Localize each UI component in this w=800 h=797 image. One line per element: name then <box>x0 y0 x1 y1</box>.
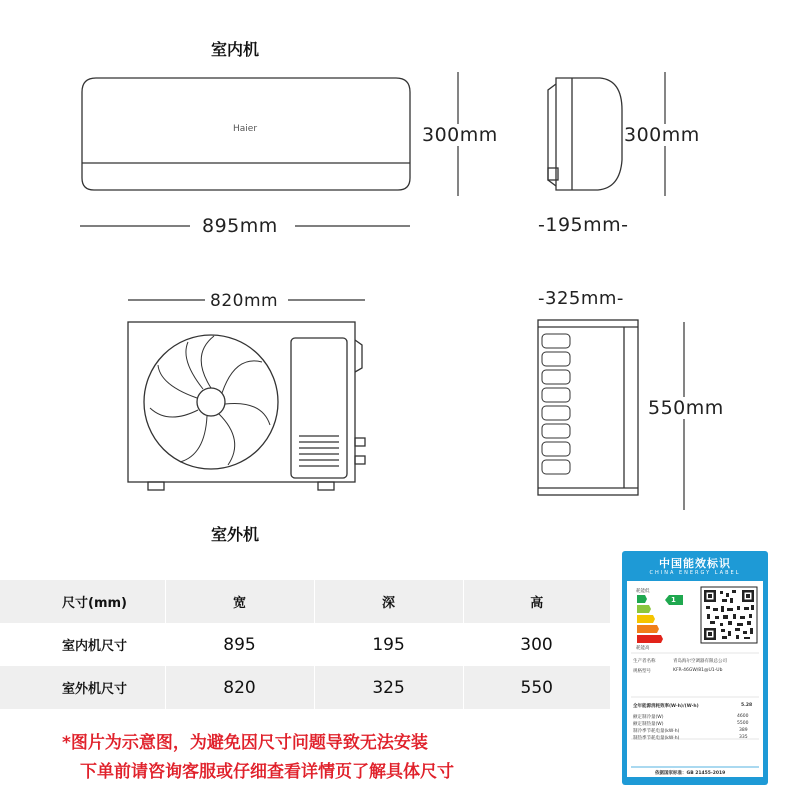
qr-code <box>701 587 757 643</box>
row-label: 室外机尺寸 <box>0 666 165 709</box>
cell-height: 300 <box>520 634 553 655</box>
grade-bar-1 <box>637 595 647 603</box>
indoor-side-height-label: 300mm <box>624 124 700 146</box>
spec-row-value: 389 <box>739 728 748 733</box>
low-consumption-text: 耗能低 <box>636 589 650 594</box>
indoor-unit-front-drawing <box>82 78 410 190</box>
grade-bar-5 <box>637 635 663 643</box>
indoor-height-label: 300mm <box>422 124 498 146</box>
indoor-unit-title: 室内机 <box>211 40 260 59</box>
disclaimer-line-1: *图片为示意图，为避免因尺寸问题导致无法安装 <box>62 733 428 753</box>
outdoor-unit-title: 室外机 <box>211 525 260 544</box>
cell-depth: 195 <box>372 634 405 655</box>
apf-label: 全年能源消耗效率(W·h)/(W·h) <box>633 704 699 709</box>
brand-logo: Haier <box>233 124 258 134</box>
model-value: KFR-46GW/81@U1-Ub <box>673 668 723 673</box>
outdoor-height-label: 550mm <box>648 397 724 419</box>
outdoor-depth-label: -325mm- <box>538 288 624 309</box>
outdoor-unit-side-drawing <box>538 320 638 495</box>
model-label: 规格型号 <box>633 669 651 674</box>
cell-width: 895 <box>223 634 256 655</box>
indoor-depth-label: -195mm- <box>538 214 629 236</box>
energy-label-title: 中国能效标识 <box>659 557 731 570</box>
cell-depth: 325 <box>314 666 463 709</box>
high-consumption-text: 耗能高 <box>636 646 650 651</box>
cell-height: 550 <box>463 666 610 709</box>
spec-row-value: 335 <box>739 735 748 740</box>
energy-label-body <box>627 581 763 777</box>
spec-row-key: 额定制热量(W) <box>633 722 664 727</box>
dimensions-table <box>0 580 610 709</box>
energy-grade-graphic <box>627 581 763 777</box>
outdoor-unit-front-drawing <box>128 322 365 490</box>
energy-label-subtitle: CHINA ENERGY LABEL <box>649 570 741 576</box>
header-depth: 深 <box>314 580 463 623</box>
energy-grade-badge: 1 <box>671 596 676 604</box>
spec-row-value: 4600 <box>737 714 749 719</box>
spec-row-value: 5500 <box>737 721 749 726</box>
row-label: 室内机尺寸 <box>62 639 128 654</box>
standard-text: 依据国家标准：GB 21455-2019 <box>655 771 726 776</box>
outdoor-width-label: 820mm <box>210 291 279 311</box>
header-width: 宽 <box>165 580 314 623</box>
cell-width: 820 <box>165 666 314 709</box>
china-energy-label <box>622 551 768 785</box>
disclaimer-line-2: 下单前请咨询客服或仔细查看详情页了解具体尺寸 <box>80 762 454 782</box>
spec-row-key: 制冷季节耗电量(kW·h) <box>633 729 680 734</box>
producer-value: 青岛海尔空调器有限总公司 <box>673 659 727 664</box>
grade-bar-4 <box>637 625 659 633</box>
producer-label: 生产者名称 <box>633 659 656 664</box>
indoor-unit-side-drawing <box>548 78 622 190</box>
apf-value: 5.28 <box>741 703 753 708</box>
grade-bar-2 <box>637 605 651 613</box>
table-row <box>0 666 610 709</box>
table-row <box>0 623 610 666</box>
header-height: 高 <box>463 580 610 623</box>
header-size: 尺寸(mm) <box>0 580 165 623</box>
spec-row-key: 额定制冷量(W) <box>633 715 664 720</box>
indoor-width-label: 895mm <box>202 215 278 237</box>
table-header-row <box>0 580 610 623</box>
spec-row-key: 制热季节耗电量(kW·h) <box>633 736 680 741</box>
grade-bar-3 <box>637 615 655 623</box>
